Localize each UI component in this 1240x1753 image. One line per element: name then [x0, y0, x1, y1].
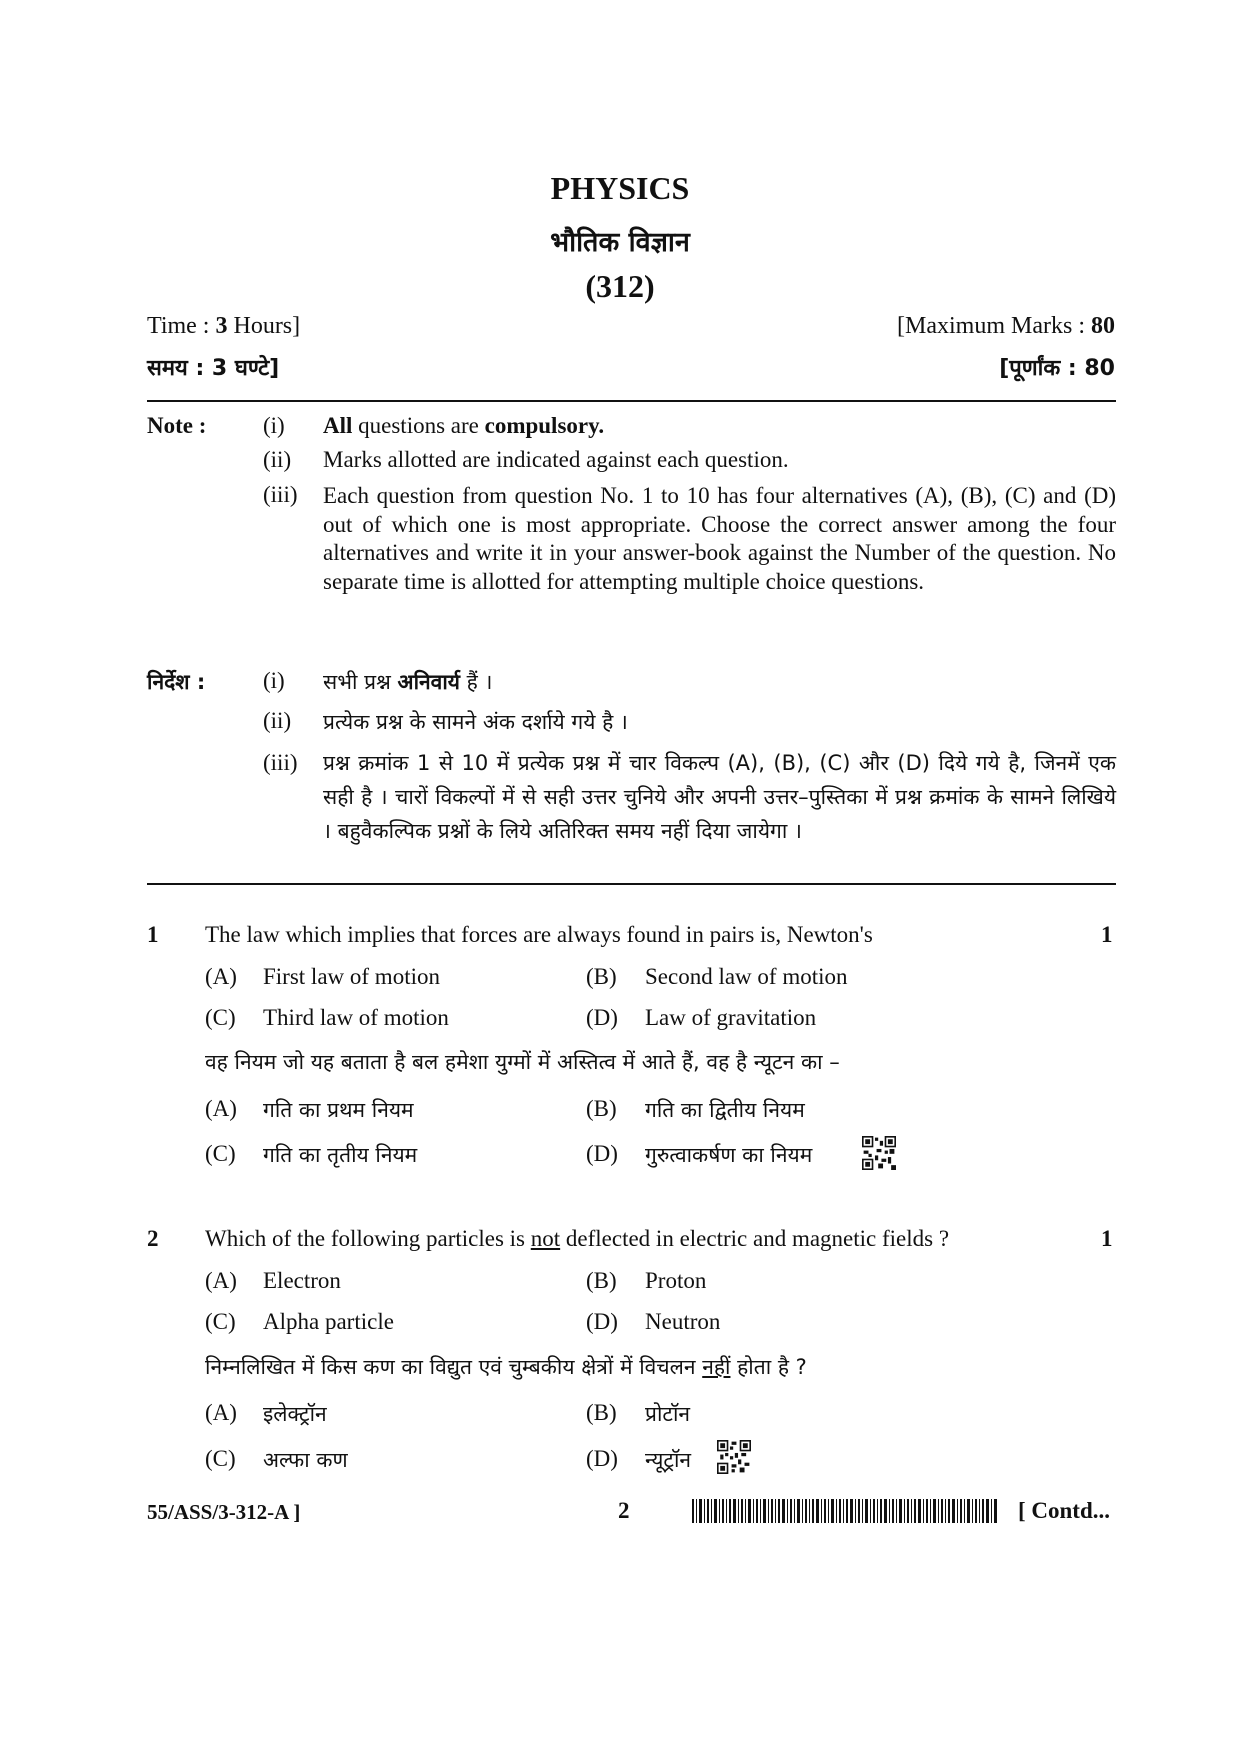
- q1-option-b-label-en: (B): [586, 964, 617, 989]
- q1-option-c-label-hi: (C): [205, 1141, 236, 1166]
- question-2-text-en: Which of the following particles is not deflected in electric and magnetic fields ?: [205, 1226, 950, 1251]
- q1-option-c-en: Third law of motion: [263, 1005, 449, 1030]
- q2-option-d-en: Neutron: [645, 1309, 721, 1334]
- qr-code-icon: [862, 1136, 896, 1170]
- q1-option-d-en: Law of gravitation: [645, 1005, 817, 1030]
- q2-option-d-label-en: (D): [586, 1309, 618, 1334]
- q2-option-c-hi: अल्फा कण: [263, 1448, 348, 1472]
- q1-option-b-hi: गति का द्वितीय नियम: [645, 1098, 805, 1122]
- question-2-marks: 1: [1101, 1226, 1113, 1251]
- question-2-text-hi: निम्नलिखित में किस कण का विद्युत एवं चुम्बकीय क्षेत्रों में विचलन नहीं होता है ?: [205, 1355, 807, 1379]
- note-hi-num-3: (iii): [263, 750, 298, 775]
- note-hi-item-3: प्रश्न क्रमांक 1 से 10 में प्रत्येक प्रश्न में चार विकल्प (A), (B), (C) और (D) दिये गये है, जिनमें एक सही है । चारों विकल्पों में से सही उत्तर चुनिये और अपनी उत्तर–पुस्तिका में प्रश्न क्रमांक के सामने लिखिये । बहुवैकल्पिक प्रश्नों के लिये अतिरिक्त समय नहीं दिया जायेगा ।: [323, 751, 1116, 843]
- question-1-text-en: The law which implies that forces are always found in pairs is, Newton's: [205, 922, 873, 947]
- max-marks-en: [Maximum Marks : 80: [897, 313, 1115, 339]
- q2-option-a-label-hi: (A): [205, 1400, 237, 1425]
- max-marks-hi: [पूर्णांक : 80: [999, 356, 1115, 381]
- q1-option-b-en: Second law of motion: [645, 964, 848, 989]
- q2-option-a-label-en: (A): [205, 1268, 237, 1293]
- note-en-item-2: Marks allotted are indicated against each question.: [323, 447, 789, 472]
- divider-bottom: [147, 883, 1116, 885]
- contd-label: [ Contd...: [1018, 1498, 1111, 1523]
- note-label-hi: निर्देश :: [147, 670, 206, 694]
- barcode-icon: [692, 1499, 998, 1523]
- q1-option-c-hi: गति का तृतीय नियम: [263, 1143, 418, 1167]
- question-2-number: 2: [147, 1226, 159, 1251]
- q2-option-a-en: Electron: [263, 1268, 341, 1293]
- page-number: 2: [618, 1498, 630, 1523]
- q2-option-c-label-en: (C): [205, 1309, 236, 1334]
- q2-option-b-label-hi: (B): [586, 1400, 617, 1425]
- subject-title-hi: भौतिक विज्ञान: [550, 227, 690, 258]
- q2-option-a-hi: इलेक्ट्रॉन: [263, 1402, 327, 1426]
- note-en-num-1: (i): [263, 413, 285, 438]
- q2-option-d-hi: न्यूट्रॉन: [645, 1448, 692, 1472]
- q1-option-c-label-en: (C): [205, 1005, 236, 1030]
- subject-title-en: PHYSICS: [550, 170, 690, 206]
- q2-option-d-label-hi: (D): [586, 1446, 618, 1471]
- subject-code: (312): [585, 268, 655, 304]
- note-hi-num-1: (i): [263, 668, 285, 693]
- q1-option-a-en: First law of motion: [263, 964, 440, 989]
- paper-code: 55/ASS/3-312-A ]: [147, 1500, 301, 1524]
- note-label-en: Note :: [147, 413, 207, 438]
- q1-option-a-label-en: (A): [205, 964, 237, 989]
- note-en-item-3: Each question from question No. 1 to 10 has four alternatives (A), (B), (C) and (D) out of which one is most appropriate. Choose the correct answer among the four alternatives and write it in your answer-book against the Number of the question. No separate time is allotted for attempting multiple choice questions.: [323, 483, 1116, 594]
- q1-option-a-label-hi: (A): [205, 1096, 237, 1121]
- note-en-num-3: (iii): [263, 482, 298, 507]
- question-1-text-hi: वह नियम जो यह बताता है बल हमेशा युग्मों में अस्तित्व में आते हैं, वह है न्यूटन का –: [205, 1050, 840, 1074]
- note-en-item-1: All questions are compulsory.: [323, 413, 605, 438]
- time-hi: समय : 3 घण्टे]: [147, 356, 280, 381]
- question-1-marks: 1: [1101, 922, 1113, 947]
- q1-option-a-hi: गति का प्रथम नियम: [263, 1098, 414, 1122]
- divider-top: [147, 400, 1116, 402]
- q1-option-d-label-en: (D): [586, 1005, 618, 1030]
- note-hi-item-2: प्रत्येक प्रश्न के सामने अंक दर्शाये गये है ।: [323, 710, 628, 734]
- time-en: Time : 3 Hours]: [147, 313, 301, 339]
- q2-option-b-en: Proton: [645, 1268, 707, 1293]
- q2-option-b-label-en: (B): [586, 1268, 617, 1293]
- qr-code-icon: [717, 1440, 751, 1474]
- note-hi-item-1: सभी प्रश्न अनिवार्य हैं ।: [323, 670, 493, 694]
- q2-option-c-en: Alpha particle: [263, 1309, 394, 1334]
- q1-option-b-label-hi: (B): [586, 1096, 617, 1121]
- q1-option-d-label-hi: (D): [586, 1141, 618, 1166]
- q2-option-c-label-hi: (C): [205, 1446, 236, 1471]
- question-1-number: 1: [147, 922, 159, 947]
- q2-option-b-hi: प्रोटॉन: [645, 1402, 691, 1426]
- note-en-num-2: (ii): [263, 447, 292, 472]
- note-hi-num-2: (ii): [263, 708, 292, 733]
- q1-option-d-hi: गुरुत्वाकर्षण का नियम: [645, 1143, 813, 1167]
